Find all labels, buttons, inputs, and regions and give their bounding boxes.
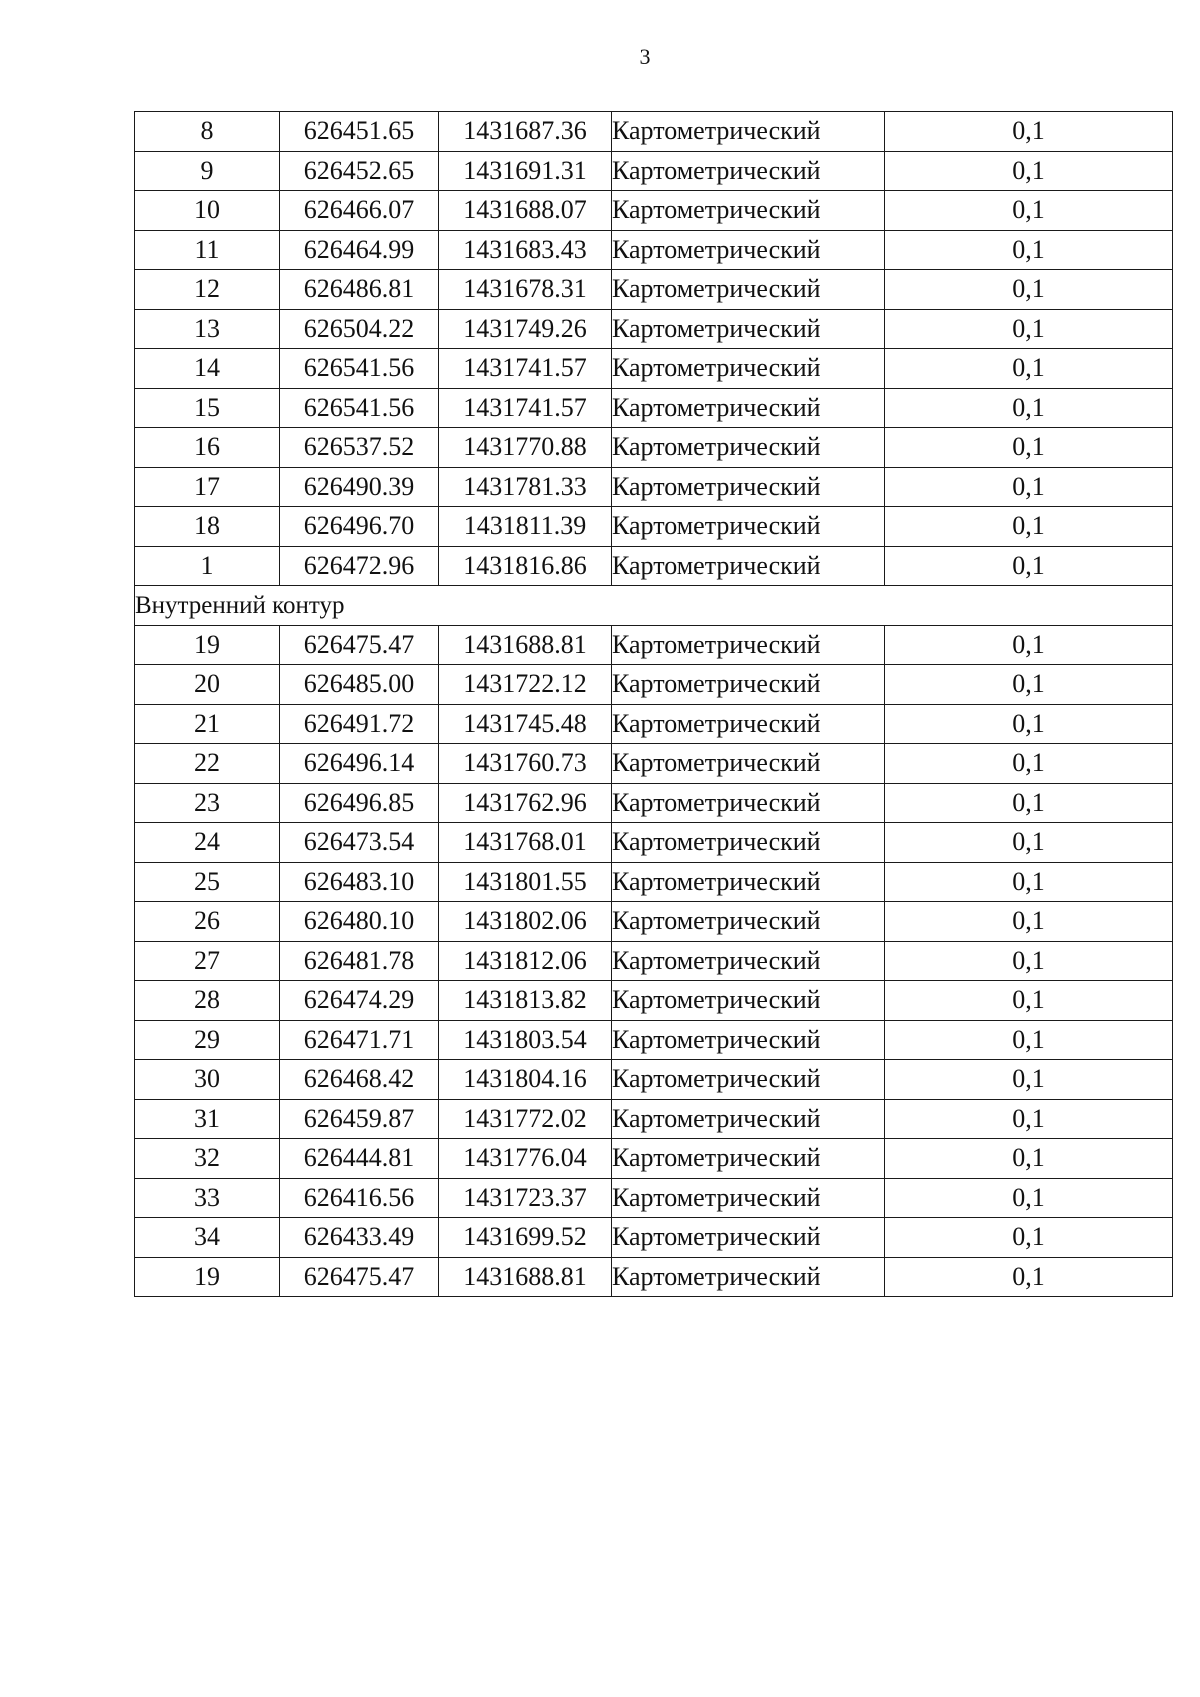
table-row xyxy=(135,309,1173,349)
table-row xyxy=(135,428,1173,468)
section-label: Внутренний контур xyxy=(135,586,1173,626)
y-coordinate-cell: 1431776.04 xyxy=(439,1139,612,1179)
point-number-cell: 24 xyxy=(135,823,280,863)
table-row xyxy=(135,1020,1173,1060)
point-number-cell: 14 xyxy=(135,349,280,389)
table-row xyxy=(135,112,1173,152)
method-cell: Картометрический xyxy=(612,783,885,823)
point-number-cell: 34 xyxy=(135,1218,280,1258)
y-coordinate-cell: 1431683.43 xyxy=(439,230,612,270)
point-number-cell: 18 xyxy=(135,507,280,547)
point-number-cell: 19 xyxy=(135,625,280,665)
method-cell: Картометрический xyxy=(612,112,885,152)
point-number-cell: 17 xyxy=(135,467,280,507)
accuracy-cell: 0,1 xyxy=(885,546,1173,586)
page-number: 3 xyxy=(639,44,651,69)
point-number-cell: 25 xyxy=(135,862,280,902)
accuracy-cell: 0,1 xyxy=(885,507,1173,547)
method-cell: Картометрический xyxy=(612,467,885,507)
y-coordinate-cell: 1431804.16 xyxy=(439,1060,612,1100)
y-coordinate-cell: 1431760.73 xyxy=(439,744,612,784)
x-coordinate-cell: 626483.10 xyxy=(280,862,439,902)
method-cell: Картометрический xyxy=(612,1139,885,1179)
accuracy-cell: 0,1 xyxy=(885,941,1173,981)
accuracy-cell: 0,1 xyxy=(885,783,1173,823)
x-coordinate-cell: 626496.70 xyxy=(280,507,439,547)
point-number-cell: 26 xyxy=(135,902,280,942)
accuracy-cell: 0,1 xyxy=(885,230,1173,270)
method-cell: Картометрический xyxy=(612,902,885,942)
point-number-cell: 20 xyxy=(135,665,280,705)
accuracy-cell: 0,1 xyxy=(885,823,1173,863)
method-cell: Картометрический xyxy=(612,546,885,586)
table-row xyxy=(135,388,1173,428)
method-cell: Картометрический xyxy=(612,744,885,784)
x-coordinate-cell: 626541.56 xyxy=(280,349,439,389)
accuracy-cell: 0,1 xyxy=(885,981,1173,1021)
point-number-cell: 33 xyxy=(135,1178,280,1218)
y-coordinate-cell: 1431811.39 xyxy=(439,507,612,547)
x-coordinate-cell: 626466.07 xyxy=(280,191,439,231)
y-coordinate-cell: 1431745.48 xyxy=(439,704,612,744)
table-row xyxy=(135,862,1173,902)
y-coordinate-cell: 1431741.57 xyxy=(439,349,612,389)
point-number-cell: 22 xyxy=(135,744,280,784)
method-cell: Картометрический xyxy=(612,1020,885,1060)
y-coordinate-cell: 1431723.37 xyxy=(439,1178,612,1218)
method-cell: Картометрический xyxy=(612,625,885,665)
y-coordinate-cell: 1431688.81 xyxy=(439,625,612,665)
x-coordinate-cell: 626451.65 xyxy=(280,112,439,152)
table-row xyxy=(135,902,1173,942)
x-coordinate-cell: 626468.42 xyxy=(280,1060,439,1100)
accuracy-cell: 0,1 xyxy=(885,270,1173,310)
y-coordinate-cell: 1431801.55 xyxy=(439,862,612,902)
accuracy-cell: 0,1 xyxy=(885,428,1173,468)
method-cell: Картометрический xyxy=(612,1178,885,1218)
method-cell: Картометрический xyxy=(612,1257,885,1297)
method-cell: Картометрический xyxy=(612,862,885,902)
accuracy-cell: 0,1 xyxy=(885,1099,1173,1139)
point-number-cell: 32 xyxy=(135,1139,280,1179)
y-coordinate-cell: 1431688.07 xyxy=(439,191,612,231)
x-coordinate-cell: 626473.54 xyxy=(280,823,439,863)
accuracy-cell: 0,1 xyxy=(885,1139,1173,1179)
accuracy-cell: 0,1 xyxy=(885,112,1173,152)
accuracy-cell: 0,1 xyxy=(885,1020,1173,1060)
point-number-cell: 29 xyxy=(135,1020,280,1060)
method-cell: Картометрический xyxy=(612,823,885,863)
x-coordinate-cell: 626480.10 xyxy=(280,902,439,942)
point-number-cell: 12 xyxy=(135,270,280,310)
x-coordinate-cell: 626464.99 xyxy=(280,230,439,270)
accuracy-cell: 0,1 xyxy=(885,388,1173,428)
accuracy-cell: 0,1 xyxy=(885,1218,1173,1258)
table-row xyxy=(135,981,1173,1021)
x-coordinate-cell: 626504.22 xyxy=(280,309,439,349)
point-number-cell: 15 xyxy=(135,388,280,428)
point-number-cell: 23 xyxy=(135,783,280,823)
table-row xyxy=(135,1257,1173,1297)
y-coordinate-cell: 1431741.57 xyxy=(439,388,612,428)
point-number-cell: 11 xyxy=(135,230,280,270)
method-cell: Картометрический xyxy=(612,230,885,270)
x-coordinate-cell: 626471.71 xyxy=(280,1020,439,1060)
x-coordinate-cell: 626496.85 xyxy=(280,783,439,823)
x-coordinate-cell: 626474.29 xyxy=(280,981,439,1021)
table-row xyxy=(135,1178,1173,1218)
method-cell: Картометрический xyxy=(612,388,885,428)
y-coordinate-cell: 1431802.06 xyxy=(439,902,612,942)
point-number-cell: 16 xyxy=(135,428,280,468)
method-cell: Картометрический xyxy=(612,428,885,468)
table-row xyxy=(135,191,1173,231)
accuracy-cell: 0,1 xyxy=(885,665,1173,705)
y-coordinate-cell: 1431770.88 xyxy=(439,428,612,468)
table-row xyxy=(135,230,1173,270)
y-coordinate-cell: 1431699.52 xyxy=(439,1218,612,1258)
accuracy-cell: 0,1 xyxy=(885,1257,1173,1297)
method-cell: Картометрический xyxy=(612,151,885,191)
method-cell: Картометрический xyxy=(612,191,885,231)
accuracy-cell: 0,1 xyxy=(885,349,1173,389)
accuracy-cell: 0,1 xyxy=(885,902,1173,942)
table-row xyxy=(135,349,1173,389)
x-coordinate-cell: 626485.00 xyxy=(280,665,439,705)
point-number-cell: 31 xyxy=(135,1099,280,1139)
point-number-cell: 28 xyxy=(135,981,280,1021)
y-coordinate-cell: 1431772.02 xyxy=(439,1099,612,1139)
table-row xyxy=(135,546,1173,586)
table-row xyxy=(135,704,1173,744)
accuracy-cell: 0,1 xyxy=(885,309,1173,349)
x-coordinate-cell: 626416.56 xyxy=(280,1178,439,1218)
x-coordinate-cell: 626475.47 xyxy=(280,625,439,665)
method-cell: Картометрический xyxy=(612,507,885,547)
x-coordinate-cell: 626481.78 xyxy=(280,941,439,981)
y-coordinate-cell: 1431687.36 xyxy=(439,112,612,152)
table-row xyxy=(135,467,1173,507)
y-coordinate-cell: 1431688.81 xyxy=(439,1257,612,1297)
y-coordinate-cell: 1431781.33 xyxy=(439,467,612,507)
accuracy-cell: 0,1 xyxy=(885,1178,1173,1218)
accuracy-cell: 0,1 xyxy=(885,467,1173,507)
table-row xyxy=(135,625,1173,665)
table-row xyxy=(135,270,1173,310)
method-cell: Картометрический xyxy=(612,349,885,389)
point-number-cell: 13 xyxy=(135,309,280,349)
point-number-cell: 9 xyxy=(135,151,280,191)
x-coordinate-cell: 626444.81 xyxy=(280,1139,439,1179)
accuracy-cell: 0,1 xyxy=(885,744,1173,784)
point-number-cell: 19 xyxy=(135,1257,280,1297)
table-row xyxy=(135,1139,1173,1179)
point-number-cell: 8 xyxy=(135,112,280,152)
x-coordinate-cell: 626433.49 xyxy=(280,1218,439,1258)
method-cell: Картометрический xyxy=(612,309,885,349)
table-row xyxy=(135,1218,1173,1258)
point-number-cell: 21 xyxy=(135,704,280,744)
point-number-cell: 27 xyxy=(135,941,280,981)
table-row xyxy=(135,151,1173,191)
coordinates-table-body xyxy=(135,112,1173,1297)
method-cell: Картометрический xyxy=(612,665,885,705)
accuracy-cell: 0,1 xyxy=(885,1060,1173,1100)
x-coordinate-cell: 626490.39 xyxy=(280,467,439,507)
x-coordinate-cell: 626496.14 xyxy=(280,744,439,784)
point-number-cell: 1 xyxy=(135,546,280,586)
table-row xyxy=(135,507,1173,547)
accuracy-cell: 0,1 xyxy=(885,625,1173,665)
x-coordinate-cell: 626475.47 xyxy=(280,1257,439,1297)
y-coordinate-cell: 1431803.54 xyxy=(439,1020,612,1060)
x-coordinate-cell: 626486.81 xyxy=(280,270,439,310)
method-cell: Картометрический xyxy=(612,941,885,981)
table-row xyxy=(135,823,1173,863)
y-coordinate-cell: 1431816.86 xyxy=(439,546,612,586)
x-coordinate-cell: 626472.96 xyxy=(280,546,439,586)
table-row xyxy=(135,1060,1173,1100)
y-coordinate-cell: 1431678.31 xyxy=(439,270,612,310)
x-coordinate-cell: 626537.52 xyxy=(280,428,439,468)
x-coordinate-cell: 626459.87 xyxy=(280,1099,439,1139)
accuracy-cell: 0,1 xyxy=(885,151,1173,191)
y-coordinate-cell: 1431813.82 xyxy=(439,981,612,1021)
section-row xyxy=(135,586,1173,626)
x-coordinate-cell: 626452.65 xyxy=(280,151,439,191)
coordinates-table xyxy=(134,111,1173,1297)
method-cell: Картометрический xyxy=(612,270,885,310)
table-row xyxy=(135,1099,1173,1139)
point-number-cell: 30 xyxy=(135,1060,280,1100)
table-row xyxy=(135,941,1173,981)
method-cell: Картометрический xyxy=(612,1099,885,1139)
method-cell: Картометрический xyxy=(612,1060,885,1100)
accuracy-cell: 0,1 xyxy=(885,191,1173,231)
table-row xyxy=(135,665,1173,705)
method-cell: Картометрический xyxy=(612,704,885,744)
y-coordinate-cell: 1431691.31 xyxy=(439,151,612,191)
y-coordinate-cell: 1431768.01 xyxy=(439,823,612,863)
table-row xyxy=(135,783,1173,823)
x-coordinate-cell: 626541.56 xyxy=(280,388,439,428)
point-number-cell: 10 xyxy=(135,191,280,231)
y-coordinate-cell: 1431749.26 xyxy=(439,309,612,349)
accuracy-cell: 0,1 xyxy=(885,862,1173,902)
table-row xyxy=(135,744,1173,784)
method-cell: Картометрический xyxy=(612,981,885,1021)
accuracy-cell: 0,1 xyxy=(885,704,1173,744)
y-coordinate-cell: 1431762.96 xyxy=(439,783,612,823)
method-cell: Картометрический xyxy=(612,1218,885,1258)
x-coordinate-cell: 626491.72 xyxy=(280,704,439,744)
y-coordinate-cell: 1431722.12 xyxy=(439,665,612,705)
y-coordinate-cell: 1431812.06 xyxy=(439,941,612,981)
